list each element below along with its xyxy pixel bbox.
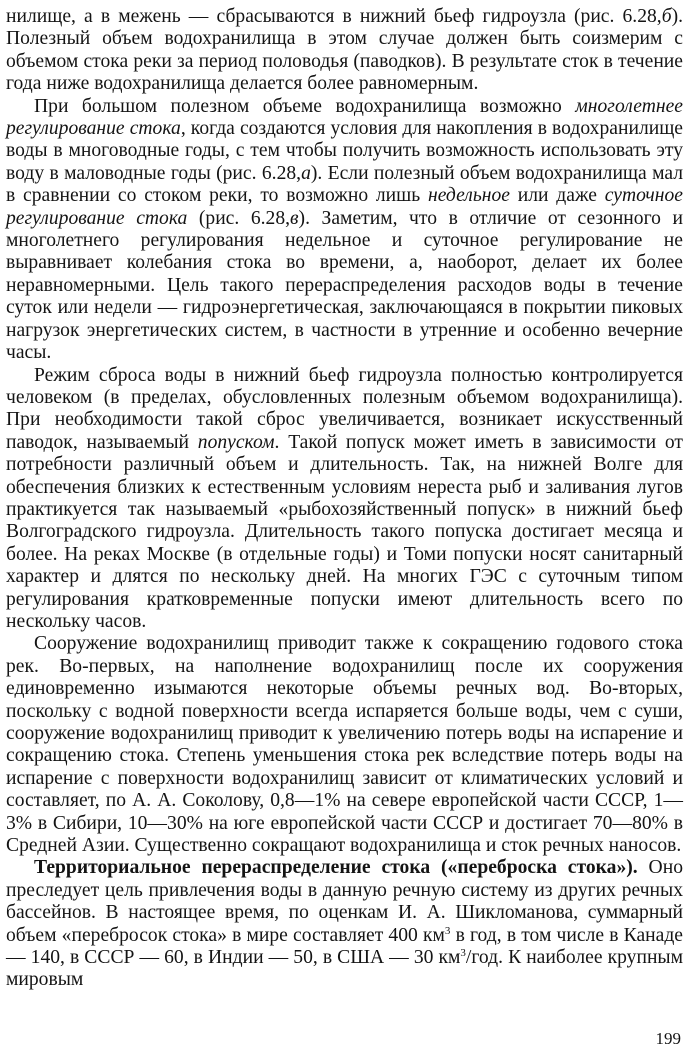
text-run: ). Заметим, что в отличие от сезонного и многолетнего регулирования недельное и суточное регулирование не выравнивает колебания стока во времени, а, наоборот, делает их более неравномерными. Цель такого перераспределения расходов воды в течение суток или недели — гидроэнергетическая, заключающаяся в покрытии пиковых нагрузок энергетических систем, в частности в утренние и особенно вечерние часы. bbox=[6, 207, 683, 364]
text-run: Оно преследует цель привлечения воды в данную речную систему из других речных бассейнов. В настоящее время, по оценкам И. А. Шикломанова, суммарный объем «перебросок стока» в мире составляет 400 км bbox=[6, 857, 683, 946]
superscript: 3 bbox=[444, 924, 451, 937]
text-run: (рис. 6.28, bbox=[187, 207, 291, 229]
text-run: в год, в том числе в Канаде — 140, в СССР — 60, в Индии — 50, в США — 30 км bbox=[6, 924, 683, 969]
page-number: 199 bbox=[655, 1029, 681, 1048]
text-run: ). Полезный объем водохранилища в этом случае должен быть соизмерим с объемом стока реки за период половодья (паводков). В результате сток в течение года ниже водохранилища делается более равномерным. bbox=[6, 6, 683, 95]
text-run: нилище, а в межень — сбрасываются в нижний бьеф гидроузла (рис. 6.28, bbox=[6, 6, 662, 27]
text-run: /год. К наиболее крупным мировым bbox=[6, 947, 683, 991]
emphasis-term: недельное bbox=[428, 185, 510, 207]
page-body bbox=[6, 6, 683, 992]
section-heading: Территориальное перераспределение стока («переброска стока»). bbox=[34, 857, 638, 879]
emphasis-term: б bbox=[661, 6, 672, 27]
emphasis-term: суточное регулирование стока bbox=[6, 185, 683, 229]
text-run: Режим сброса воды в нижний бьеф гидроузла полностью контролируется человеком (в пределах, обусловленных полезным объемом водохранилища). При необходимости такой сброс увеличивается, возникает искусственный паводок, называемый bbox=[6, 364, 683, 453]
text-run: При большом полезном объеме водохранилища возможно bbox=[34, 95, 576, 117]
emphasis-term: попуском bbox=[197, 431, 275, 453]
emphasis-term: в bbox=[290, 207, 299, 229]
paragraph bbox=[6, 633, 683, 857]
paragraph bbox=[6, 6, 683, 96]
text-run: , когда создаются условия для накопления в водохранилище воды в многоводные годы, с тем чтобы получить возможность использовать эту воду в маловодные годы (рис. 6.28, bbox=[6, 118, 683, 184]
paragraph bbox=[6, 365, 683, 634]
paragraph bbox=[6, 96, 683, 365]
superscript: 3 bbox=[460, 947, 466, 960]
emphasis-term: а bbox=[301, 162, 311, 184]
text-run: Сооружение водохранилищ приводит также к сокращению годового стока рек. Во-первых, на наполнение водохранилищ после их сооружения единовременно изымаются некоторые объемы речных вод. Во-вторых, поскольку с водной поверхности всегда испаряется больше воды, чем с суши, сооружение водохранилищ приводит к увеличению потерь воды на испарение и сокращению стока. Степень уменьшения стока рек вследствие потерь воды на испарение с поверхности водохранилищ зависит от климатических условий и составляет, по А. А. Соколову, 0,8—1% на севере европейской части СССР, 1—3% в Сибири, 10—30% на юге европейской части СССР и достигает 70—80% в Средней Азии. Существенно сокращают водохранилища и сток речных наносов. bbox=[6, 633, 683, 857]
text-run: или даже bbox=[509, 185, 605, 207]
paragraph bbox=[6, 857, 683, 991]
text-run: . Такой попуск может иметь в зависимости от потребности различный объем и длительность. Так, на нижней Волге для обеспечения близких к естественным условиям нереста рыб и заливания лугов практикуется так называемый «рыбохозяйственный попуск» в нижний бьеф Волгоградского гидроузла. Длительность такого попуска достигает месяца и более. На реках Москве (в отдельные годы) и Томи попуски носят санитарный характер и длятся по нескольку дней. На многих ГЭС с суточным типом регулирования кратковременные попуски имеют длительность всего по нескольку часов. bbox=[6, 431, 683, 632]
text-run: ). Если полезный объем водохранилища мал в сравнении со стоком реки, то возможно лишь bbox=[6, 162, 683, 207]
emphasis-term: многолетнее регулирование стока bbox=[6, 95, 683, 140]
